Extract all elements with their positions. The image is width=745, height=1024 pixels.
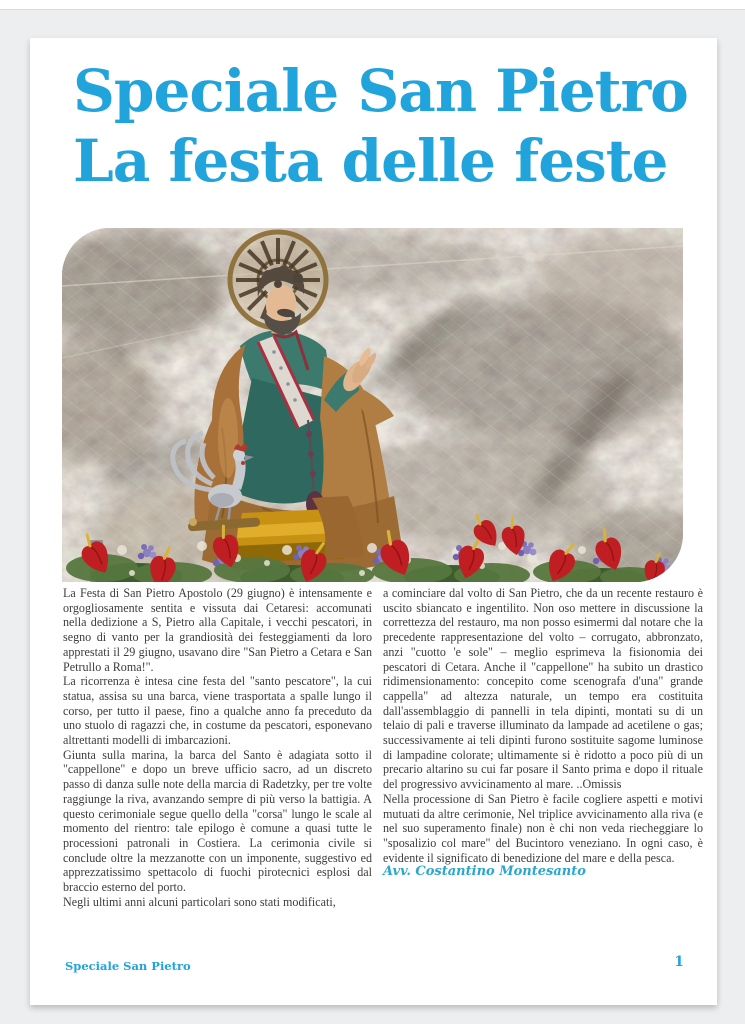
magazine-page	[30, 38, 717, 1005]
footer-section-title: Speciale San Pietro	[65, 959, 191, 973]
article-column-left	[63, 586, 372, 909]
article-column-right	[383, 586, 703, 909]
paragraph: Nella processione di San Pietro è facile cogliere aspetti e motivi mutuati da altre cerimonie, Nel triplice avvicinamento alla riva (e nel suo superamento finale) non è chi non veda riecheggiare lo "sposalizio col mare" del Bucintoro veneziano. In ogni caso, è evidente il significato di benedizione del mare e della pesca.	[383, 791, 703, 865]
paragraph: La ricorrenza è intesa cine festa del "santo pescatore", la cui statua, assisa su una barca, viene trasportata a spalle lungo il corso, per tutto il paese, fino a qualche anno fa preceduto da uno stuolo di ragazzi che, in costume da pescatori, esponevano altrettanti modelli di imbarcazioni.	[63, 674, 372, 748]
paragraph: a cominciare dal volto di San Pietro, che da un recente restauro è uscito sbiancato e ingentilito. Non oso mettere in discussione la correttezza del restauro, ma non posso esimermi dal notare che la precedente rappresentazione del volto – corrugato, abbronzato, anzi "cuotto 'e sole" – meglio esprimeva la fisionomia dei pescatori di Cetara. Anche il "cappellone" ha subito un drastico ridimensionamento: concepito come scenografa d'una" grande cappella" ad altezza naturale, un tempo era costituita dall'assemblaggio di pannelli in tela dipinti, montati su di un telaio di pali e traverse illuminato da lampade ad acetilene o gas; successivamente ai teli dipinti furono sostituite sagome luminose di lampadine colorate; ultimamente si è ridotto a poco più di un precario altarino su cui far posare il Santo prima e dopo il rituale del progressivo avvicinamento al mare. ..Omissis	[383, 586, 703, 792]
article-body	[63, 586, 703, 909]
paragraph: Negli ultimi anni alcuni particolari sono stati modificati,	[63, 894, 336, 909]
page-title-line1: Speciale San Pietro	[73, 57, 688, 125]
page-number: 1	[674, 954, 684, 970]
viewer-top-bar	[0, 0, 745, 10]
page-title-line2: La festa delle feste	[73, 127, 668, 195]
san-pietro-statue-illustration	[62, 228, 683, 582]
paragraph: La Festa di San Pietro Apostolo (29 giugno) è intensamente e orgogliosamente sentita e vissuta dai Cetaresi: accomunati nella dedizione a S, Pietro alla Capitale, i vecchi pescatori, in segno di vanto per la grandiosità dei festeggiamenti da loro apprestati il 29 giugno, usavano dire "San Pietro a Cetara e San Petrullo a Roma!".	[63, 586, 372, 674]
page-title	[73, 56, 693, 196]
article-photo	[62, 228, 683, 582]
author-signature: Avv. Costantino Montesanto	[383, 864, 586, 880]
paragraph: Giunta sulla marina, la barca del Santo è adagiata sotto il "cappellone" e dopo un breve ufficio sacro, ad un discreto passo di danza sulle note della marcia di Radetzky, per tre volte raggiunge la riva, avanzando sempre di più verso la battigia. A questo cerimoniale segue quello della "corsa" lungo le scale al momento del rientro: tale epilogo è comune a quasi tutte le processioni patronali in Costiera. La cerimonia civile si conclude oltre la mezzanotte con un imponente, suggestivo ed apprezzatissimo spettacolo di fuochi pirotecnici esplosi dal braccio esterno del porto.	[63, 747, 372, 895]
